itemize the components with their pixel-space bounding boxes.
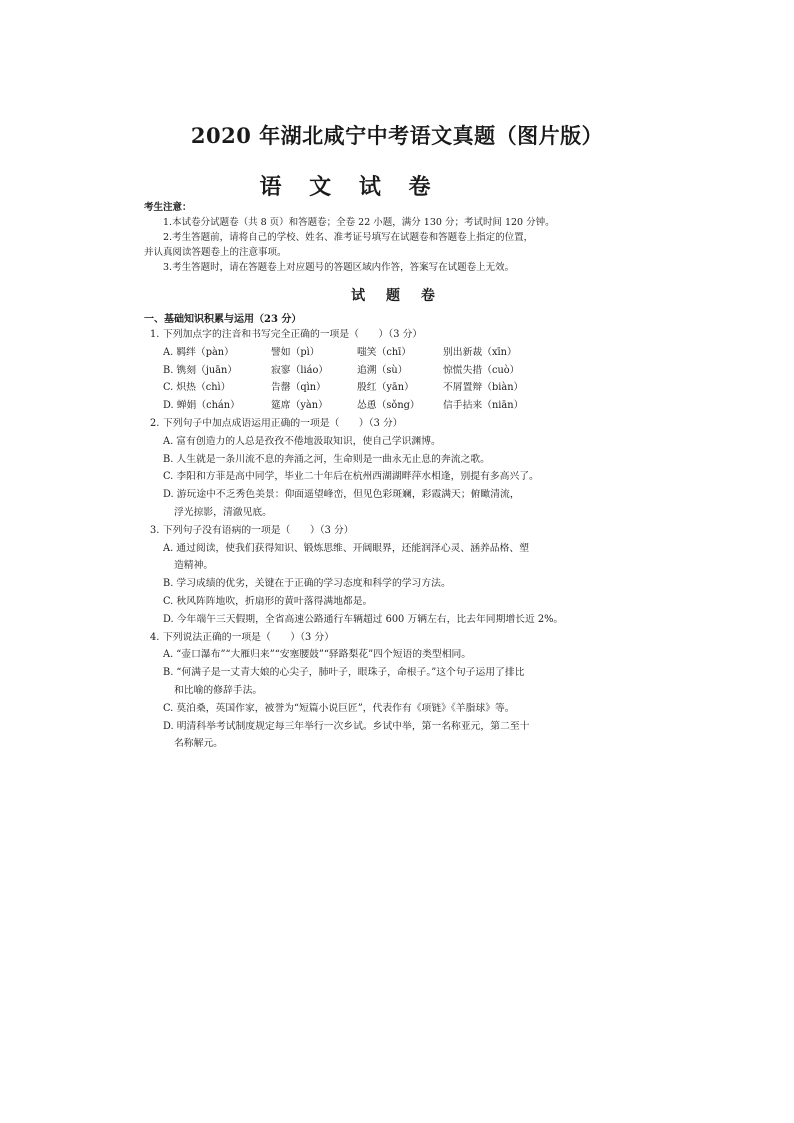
option-word: 告罄（qìn） (271, 382, 326, 394)
section-title: 试 题 卷 (351, 288, 443, 304)
option-word: 譬如（pì） (271, 346, 320, 358)
option-a-cont: 造精神。 (174, 560, 214, 572)
question-list (150, 326, 620, 753)
question-number: 4. (150, 631, 160, 643)
option-d: D. 游玩途中不乏秀色美景：仰面遥望峰峦，但见色彩斑斓，彩霞满天；俯瞰清流， (163, 489, 520, 501)
option-word: 别出新裁（xīn） (443, 346, 517, 358)
option-b: B. 人生就是一条川流不息的奔涌之河，生命则是一曲永无止息的奔流之歌。 (163, 453, 490, 465)
question-2-stem (150, 415, 620, 433)
question-text: 下列说法正确的一项是（ ）（3 分） (163, 631, 334, 643)
option-a: A. “壶口瀑布”“大雁归来”“安塞腰鼓”“驿路梨花”四个短语的类型相同。 (163, 649, 472, 661)
option-d: D. 今年端午三天假期，全省高速公路通行车辆超过 600 万辆左右，比去年同期增长近 2%。 (163, 613, 564, 625)
option-row-a (150, 344, 620, 362)
question-text: 下列句子中加点成语运用正确的一项是（ ）（3 分） (163, 417, 403, 429)
option-word: 殷红（yān） (357, 382, 414, 394)
option-d: D. 明清科举考试制度规定每三年举行一次乡试。乡试中举，第一名称亚元，第二至十 (163, 720, 530, 732)
option-row-c (150, 379, 620, 397)
exam-notice (144, 200, 614, 275)
option-word: B. 镌刻（juān） (163, 364, 238, 376)
option-word: 嗤笑（chī） (357, 346, 412, 358)
question-1-stem (150, 326, 620, 344)
option-a: A. 通过阅读，使我们获得知识、锻炼思维、开阔眼界，还能润泽心灵、涵养品格、塑 (163, 542, 529, 554)
option-c: C. 李阳和方菲是高中同学，毕业二十年后在杭州西湖湖畔萍水相逢，别提有多高兴了。 (163, 471, 539, 483)
option-word: D. 蝉娟（chán） (163, 400, 240, 412)
paper-title: 语 文 试 卷 (259, 174, 441, 200)
option-word: 寂寥（liáo） (271, 364, 329, 376)
notice-heading: 考生注意： (144, 202, 192, 213)
option-d-cont: 名称解元。 (174, 738, 223, 750)
question-number: 1. (150, 329, 160, 340)
option-word: 追溯（sù） (357, 364, 408, 376)
option-word: 筵席（yàn） (271, 400, 328, 412)
notice-item-2-cont: 并认真阅读答题卷上的注意事项。 (144, 247, 287, 258)
option-word: 不屑置辩（biàn） (443, 382, 524, 394)
option-c: C. 莫泊桑，英国作家，被誉为“短篇小说巨匠”，代表作有《项链》《羊脂球》等。 (163, 702, 515, 714)
option-row-d (150, 397, 620, 415)
question-number: 3. (150, 524, 160, 536)
option-word: 怂恿（sǒng） (357, 400, 420, 412)
option-b: B. “何满子是一丈青大娘的心尖子，肺叶子，眼珠子，命根子。”这个句子运用了排比 (163, 667, 525, 679)
question-text: 下列句子没有语病的一项是（ ）（3 分） (163, 524, 354, 536)
question-3-stem (150, 522, 620, 540)
notice-item-3: 3.考生答题时，请在答题卷上对应题号的答题区域内作答，答案写在试题卷上无效。 (163, 262, 515, 273)
question-4-stem (150, 629, 620, 647)
part-title: 一、基础知识积累与运用（23 分） (144, 314, 302, 325)
option-word: C. 炽热（chì） (163, 382, 231, 394)
notice-item-1: 1.本试卷分试题卷（共 8 页）和答题卷；全卷 22 小题，满分 130 分；考试时间 120 分钟。 (163, 217, 555, 228)
option-a: A. 富有创造力的人总是孜孜不倦地汲取知识，使自己学识渊博。 (163, 435, 441, 447)
option-word: 信手拈来（niān） (443, 400, 524, 412)
question-number: 2. (150, 417, 160, 429)
option-c: C. 秋风阵阵地吹，折扇形的黄叶落得满地都是。 (163, 595, 373, 607)
option-word: A. 羁绊（pàn） (163, 346, 234, 358)
page-title: 2020 年湖北咸宁中考语文真题（图片版） (190, 123, 604, 148)
option-b-cont: 和比喻的修辞手法。 (174, 684, 263, 696)
option-row-b (150, 362, 620, 380)
notice-item-2: 2.考生答题前，请将自己的学校、姓名、准考证号填写在试题卷和答题卷上指定的位置， (163, 232, 534, 243)
option-d-cont: 浮光掠影，清澈见底。 (174, 506, 272, 518)
option-b: B. 学习成绩的优劣，关键在于正确的学习态度和科学的学习方法。 (163, 578, 451, 590)
question-text: 下列加点字的注音和书写完全正确的一项是（ ）（3 分） (163, 329, 423, 340)
option-word: 惊慌失措（cuò） (443, 364, 520, 376)
